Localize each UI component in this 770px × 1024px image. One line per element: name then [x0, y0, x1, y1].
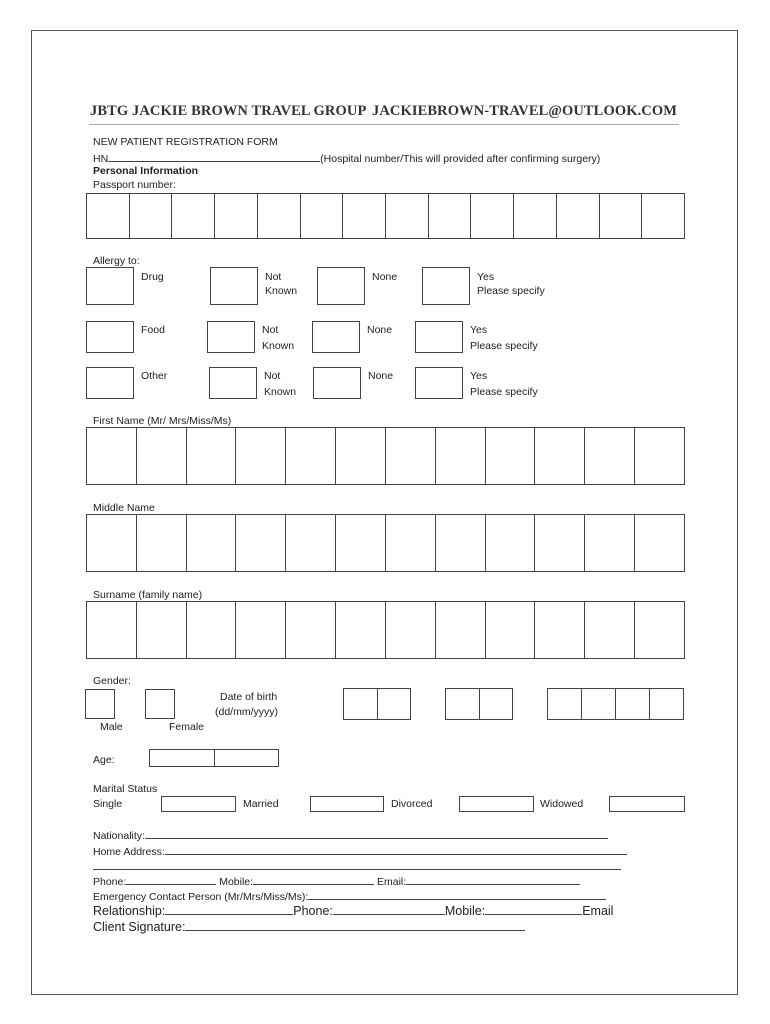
- email-label: Email:: [376, 876, 407, 888]
- middle-name-box[interactable]: [436, 515, 486, 572]
- relationship-label: Relationship:: [93, 904, 166, 918]
- age-boxes: [149, 749, 279, 767]
- address-field-line-2[interactable]: [93, 859, 621, 870]
- emergency-mobile-label: Mobile:: [444, 904, 486, 918]
- middle-name-box[interactable]: [236, 515, 286, 572]
- allergy-food-none-checkbox[interactable]: [312, 321, 360, 353]
- age-label: Age:: [93, 754, 115, 766]
- header-rule: [89, 124, 679, 125]
- passport-box[interactable]: [343, 194, 386, 239]
- allergy-food-specify: Please specify: [470, 340, 538, 352]
- middle-name-box[interactable]: [585, 515, 635, 572]
- passport-box[interactable]: [471, 194, 514, 239]
- middle-name-box[interactable]: [137, 515, 187, 572]
- allergy-other-known: Known: [264, 386, 297, 398]
- phone-label: Phone:: [93, 876, 127, 888]
- gender-label: Gender:: [93, 675, 131, 687]
- emergency-contact-label: Emergency Contact Person (Mr/Mrs/Miss/Ms):: [93, 891, 309, 903]
- dob-year-box[interactable]: [582, 689, 616, 720]
- relationship-line: [93, 903, 613, 918]
- surname-box[interactable]: [635, 602, 685, 659]
- first-name-label: First Name (Mr/ Mrs/Miss/Ms): [93, 415, 232, 427]
- allergy-drug-yes: Yes: [477, 271, 495, 283]
- allergy-food-yes-checkbox[interactable]: [415, 321, 463, 353]
- surname-box[interactable]: [87, 602, 137, 659]
- allergy-other-specify: Please specify: [470, 386, 538, 398]
- middle-name-box[interactable]: [187, 515, 237, 572]
- surname-box[interactable]: [236, 602, 286, 659]
- passport-box[interactable]: [87, 194, 130, 239]
- signature-label: Client Signature:: [93, 920, 186, 934]
- passport-box[interactable]: [600, 194, 643, 239]
- address-line: [93, 844, 627, 858]
- hn-line: [93, 151, 600, 165]
- first-name-box[interactable]: [187, 428, 237, 485]
- surname-box[interactable]: [436, 602, 486, 659]
- passport-box[interactable]: [301, 194, 344, 239]
- marital-status-label: Marital Status: [93, 783, 158, 795]
- first-name-box[interactable]: [137, 428, 187, 485]
- dob-day-box[interactable]: [378, 689, 412, 720]
- relationship-field[interactable]: [165, 903, 293, 915]
- dob-year-box[interactable]: [650, 689, 684, 720]
- surname-box[interactable]: [486, 602, 536, 659]
- allergy-drug-not-known-checkbox[interactable]: [210, 267, 258, 305]
- nationality-label: Nationality:: [93, 830, 145, 842]
- passport-number-boxes: [86, 193, 685, 239]
- allergy-other-not-known-checkbox[interactable]: [209, 367, 257, 399]
- marital-married-label: Married: [243, 798, 279, 810]
- surname-boxes: [86, 601, 685, 659]
- surname-box[interactable]: [386, 602, 436, 659]
- allergy-food-known: Known: [262, 340, 295, 352]
- passport-box[interactable]: [386, 194, 429, 239]
- allergy-other-checkbox[interactable]: [86, 367, 134, 399]
- emergency-phone-label: Phone:: [293, 904, 333, 918]
- hn-label: HN: [93, 153, 109, 165]
- dob-format: (dd/mm/yyyy): [215, 706, 278, 718]
- dob-month-boxes: [445, 688, 513, 720]
- section-personal-information: Personal Information: [93, 165, 199, 177]
- address-field[interactable]: [165, 844, 627, 855]
- passport-box[interactable]: [429, 194, 472, 239]
- first-name-box[interactable]: [286, 428, 336, 485]
- allergy-food-yes: Yes: [470, 324, 488, 336]
- mobile-field[interactable]: [253, 874, 374, 885]
- middle-name-label: Middle Name: [93, 502, 155, 514]
- middle-name-box[interactable]: [87, 515, 137, 572]
- age-box[interactable]: [150, 750, 215, 767]
- allergy-food-checkbox[interactable]: [86, 321, 134, 353]
- dob-year-box[interactable]: [616, 689, 650, 720]
- emergency-contact-field[interactable]: [308, 889, 606, 900]
- first-name-box[interactable]: [436, 428, 486, 485]
- marital-single-label: Single: [93, 798, 123, 810]
- allergy-other-none: None: [368, 370, 394, 382]
- allergy-drug-none: None: [372, 271, 398, 283]
- middle-name-box[interactable]: [535, 515, 585, 572]
- surname-box[interactable]: [137, 602, 187, 659]
- dob-year-box[interactable]: [548, 689, 582, 720]
- allergy-food-not-known-checkbox[interactable]: [207, 321, 255, 353]
- email-field[interactable]: [406, 874, 580, 885]
- middle-name-box[interactable]: [386, 515, 436, 572]
- allergy-food-none: None: [367, 324, 393, 336]
- first-name-box[interactable]: [386, 428, 436, 485]
- middle-name-boxes: [86, 514, 685, 572]
- allergy-food-not: Not: [262, 324, 279, 336]
- marital-married-checkbox[interactable]: [310, 796, 384, 812]
- phone-line: [93, 874, 580, 888]
- surname-box[interactable]: [336, 602, 386, 659]
- middle-name-box[interactable]: [336, 515, 386, 572]
- passport-box[interactable]: [514, 194, 557, 239]
- marital-widowed-label: Widowed: [540, 798, 584, 810]
- surname-box[interactable]: [535, 602, 585, 659]
- emergency-email-label: Email: [582, 904, 614, 918]
- phone-field[interactable]: [126, 874, 216, 885]
- age-box[interactable]: [215, 750, 280, 767]
- allergy-drug-specify: Please specify: [477, 285, 545, 297]
- allergy-other-yes-checkbox[interactable]: [415, 367, 463, 399]
- allergy-other-not: Not: [264, 370, 281, 382]
- marital-single-checkbox[interactable]: [161, 796, 236, 812]
- mobile-label: Mobile:: [219, 876, 254, 888]
- first-name-box[interactable]: [336, 428, 386, 485]
- nationality-field[interactable]: [145, 828, 608, 839]
- marital-divorced-label: Divorced: [391, 798, 433, 810]
- emergency-line: [93, 889, 606, 903]
- first-name-box[interactable]: [236, 428, 286, 485]
- allergy-drug-checkbox[interactable]: [86, 267, 134, 305]
- gender-female-label: Female: [169, 721, 205, 733]
- passport-box[interactable]: [172, 194, 215, 239]
- signature-line: [93, 919, 525, 934]
- signature-field[interactable]: [185, 919, 525, 931]
- middle-name-box[interactable]: [486, 515, 536, 572]
- company-email: JACKIEBROWN-TRAVEL@OUTLOOK.COM: [372, 103, 678, 119]
- address-label: Home Address:: [93, 846, 165, 858]
- allergy-drug-not: Not: [265, 271, 282, 283]
- allergy-other-label: Other: [141, 370, 168, 382]
- passport-box[interactable]: [130, 194, 173, 239]
- form-title: NEW PATIENT REGISTRATION FORM: [93, 136, 278, 148]
- allergy-other-none-checkbox[interactable]: [313, 367, 361, 399]
- surname-box[interactable]: [585, 602, 635, 659]
- passport-box[interactable]: [642, 194, 685, 239]
- middle-name-box[interactable]: [635, 515, 685, 572]
- first-name-boxes: [86, 427, 685, 485]
- dob-day-box[interactable]: [344, 689, 378, 720]
- emergency-mobile-field[interactable]: [485, 903, 582, 915]
- gender-female-checkbox[interactable]: [145, 689, 175, 719]
- first-name-box[interactable]: [585, 428, 635, 485]
- middle-name-box[interactable]: [286, 515, 336, 572]
- marital-divorced-checkbox[interactable]: [459, 796, 534, 812]
- dob-month-box[interactable]: [446, 689, 480, 720]
- passport-box[interactable]: [258, 194, 301, 239]
- first-name-box[interactable]: [635, 428, 685, 485]
- surname-box[interactable]: [187, 602, 237, 659]
- first-name-box[interactable]: [87, 428, 137, 485]
- marital-widowed-checkbox[interactable]: [609, 796, 685, 812]
- surname-box[interactable]: [286, 602, 336, 659]
- hn-field[interactable]: [108, 151, 320, 162]
- gender-male-label: Male: [100, 721, 123, 733]
- first-name-box[interactable]: [486, 428, 536, 485]
- passport-box[interactable]: [215, 194, 258, 239]
- allergy-label: Allergy to:: [93, 255, 140, 267]
- allergy-drug-known: Known: [265, 285, 298, 297]
- dob-day-boxes: [343, 688, 411, 720]
- allergy-drug-yes-checkbox[interactable]: [422, 267, 470, 305]
- allergy-drug-none-checkbox[interactable]: [317, 267, 365, 305]
- passport-label: Passport number:: [93, 179, 176, 191]
- allergy-other-yes: Yes: [470, 370, 488, 382]
- nationality-line: [93, 828, 608, 842]
- company-name: JBTG JACKIE BROWN TRAVEL GROUP: [90, 103, 367, 119]
- dob-label: Date of birth: [220, 691, 278, 703]
- hn-note: (Hospital number/This will provided after confirming surgery): [320, 153, 601, 165]
- first-name-box[interactable]: [535, 428, 585, 485]
- allergy-food-label: Food: [141, 324, 165, 336]
- allergy-drug-label: Drug: [141, 271, 164, 283]
- dob-month-box[interactable]: [480, 689, 514, 720]
- gender-male-checkbox[interactable]: [85, 689, 115, 719]
- dob-year-boxes: [547, 688, 684, 720]
- passport-box[interactable]: [557, 194, 600, 239]
- surname-label: Surname (family name): [93, 589, 203, 601]
- emergency-phone-field[interactable]: [333, 903, 445, 915]
